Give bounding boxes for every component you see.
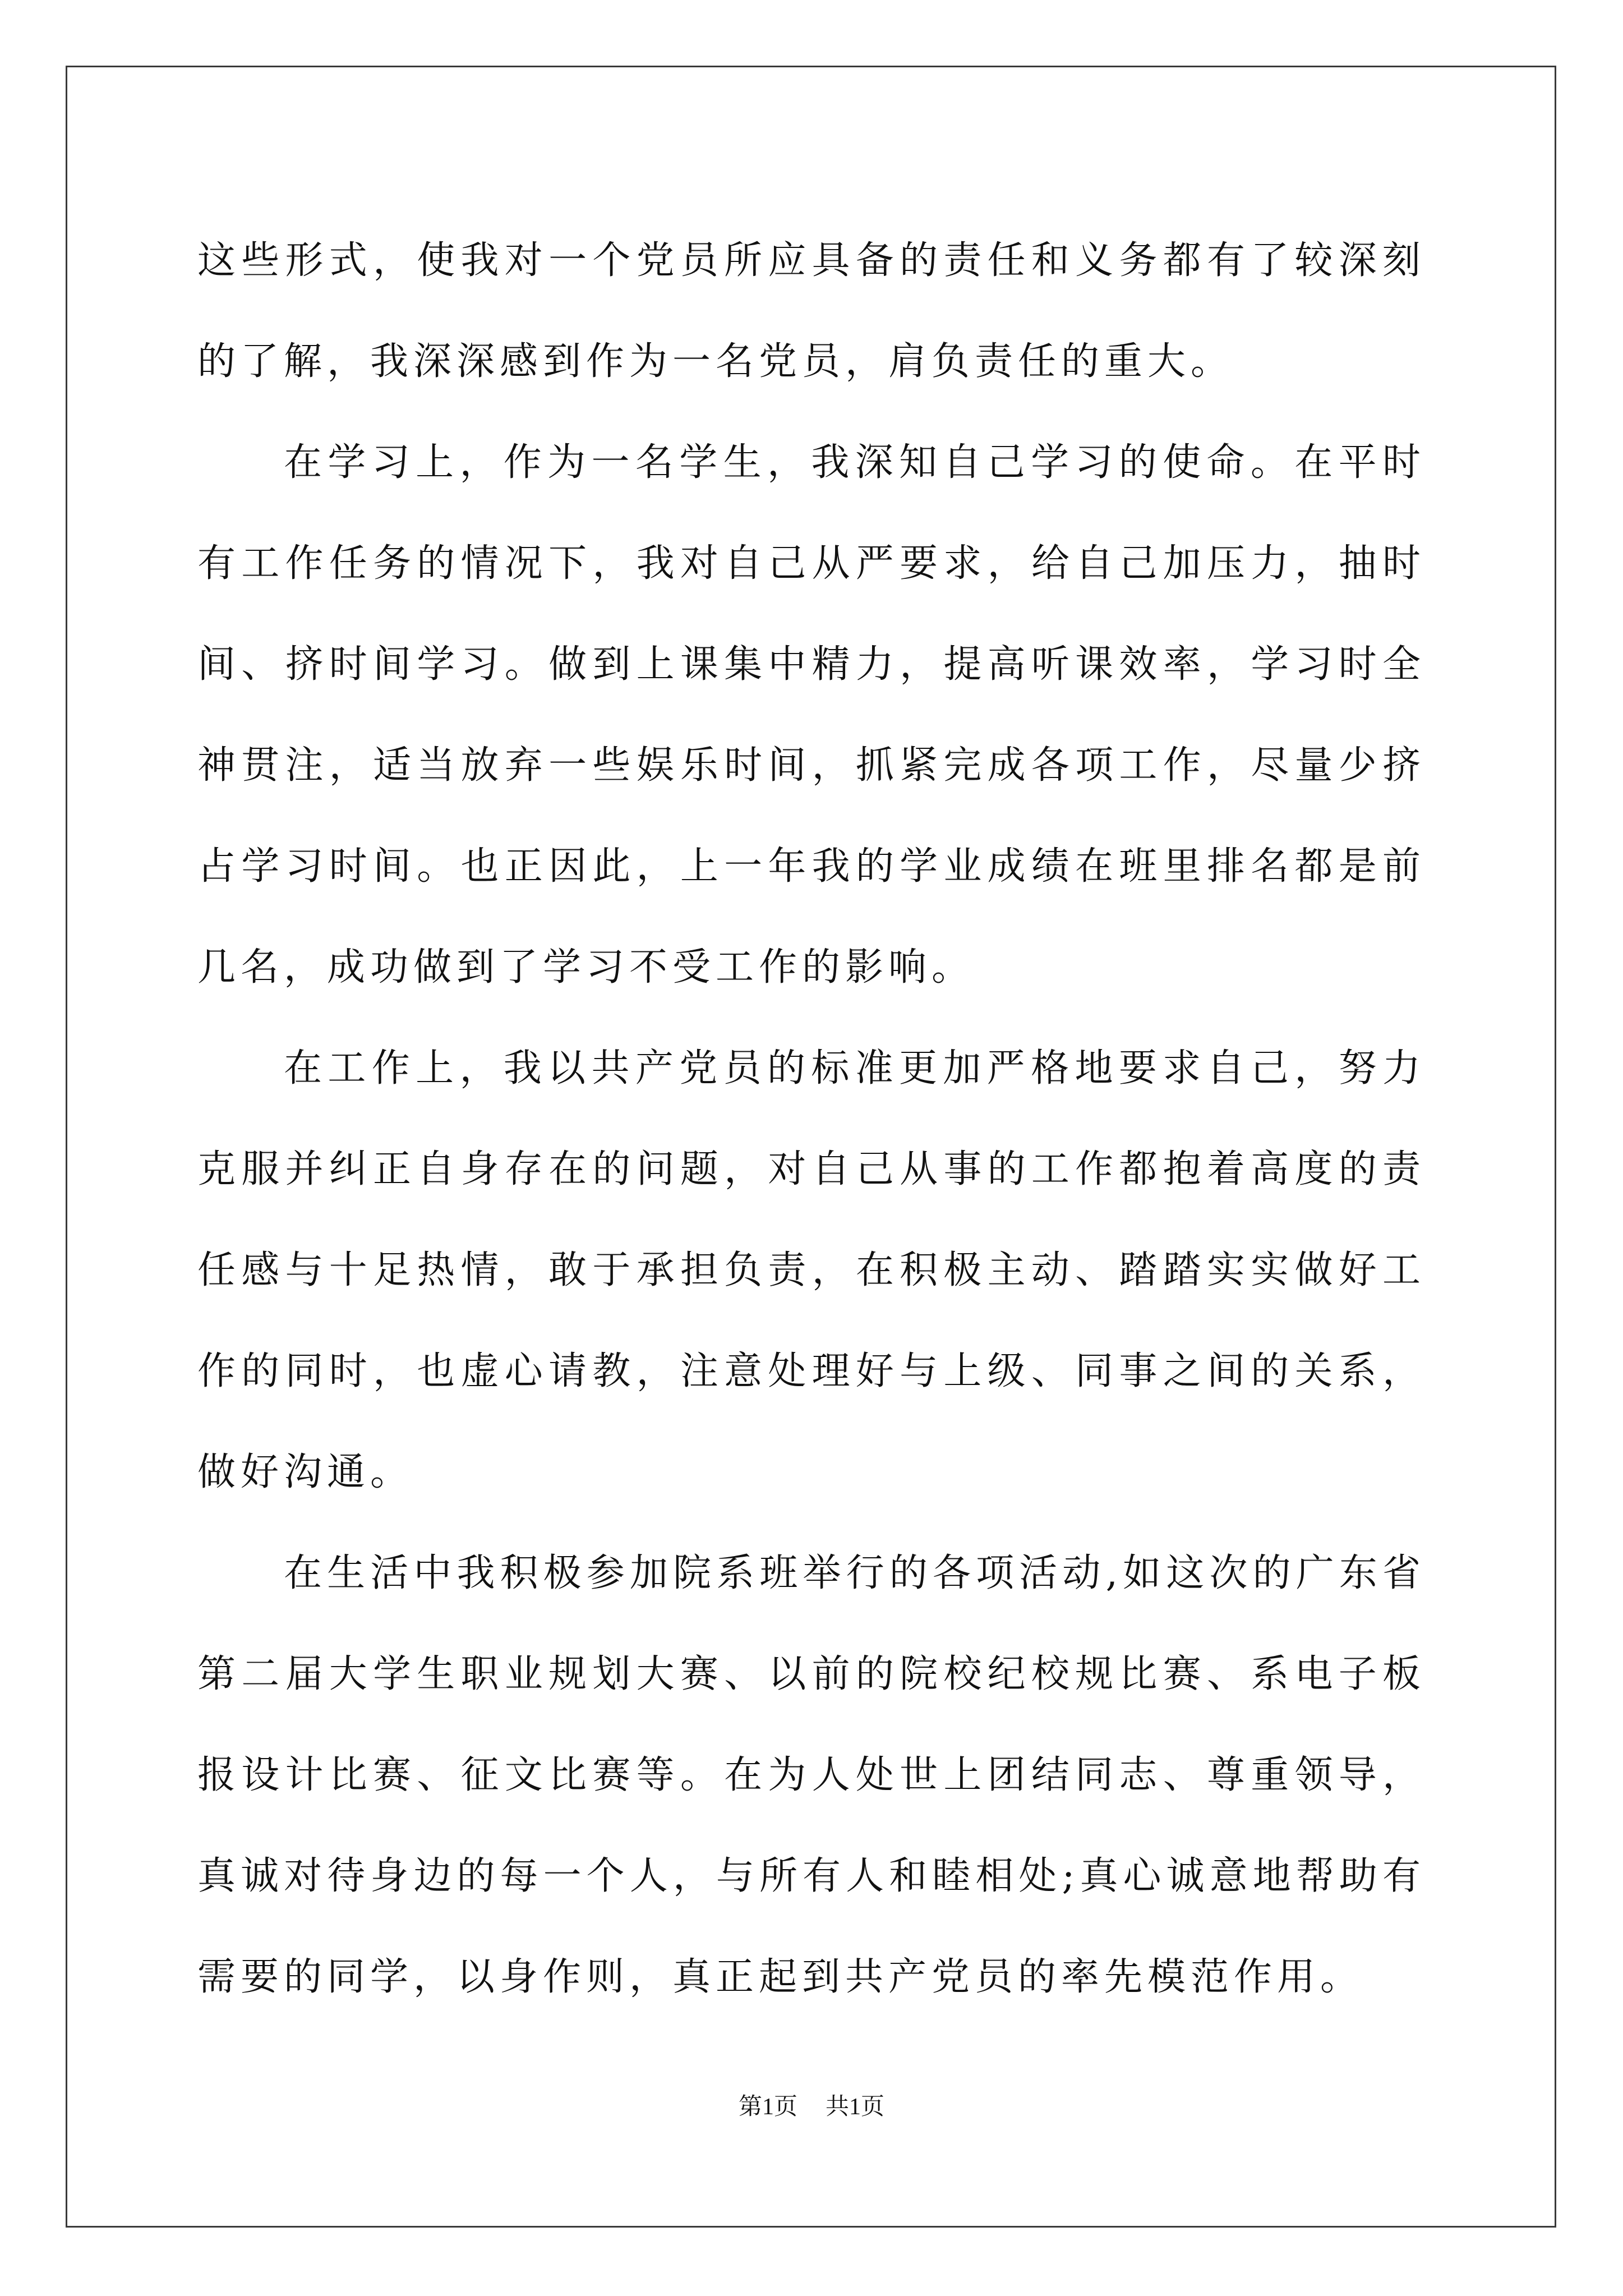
document-body [197,210,1426,2028]
page-number-label: 第1页 [738,2094,797,2120]
total-pages-label: 共1页 [826,2094,885,2120]
paragraph-3: 在工作上，我以共产党员的标准更加严格地要求自己，努力克服并纠正自身存在的问题，对自己从事的工作都抱着高度的责任感与十足热情，敢于承担负责，在积极主动、踏踏实实做好工作的同时，也虚心请教，注意处理好与上级、同事之间的关系，做好沟通。 [197,1046,1426,1494]
paragraph-4: 在生活中我积极参加院系班举行的各项活动,如这次的广东省第二届大学生职业规划大赛、以前的院校纪校规比赛、系电子板报设计比赛、征文比赛等。在为人处世上团结同志、尊重领导，真诚对待身边的每一个人，与所有人和睦相处;真心诚意地帮助有需要的同学，以身作则，真正起到共产党员的率先模范作用。 [197,1551,1426,1999]
page-footer [0,2091,1623,2123]
paragraph-1: 这些形式，使我对一个党员所应具备的责任和义务都有了较深刻的了解，我深深感到作为一名党员，肩负责任的重大。 [197,238,1426,384]
paragraph-2: 在学习上，作为一名学生，我深知自己学习的使命。在平时有工作任务的情况下，我对自己从严要求，给自己加压力，抽时间、挤时间学习。做到上课集中精力，提高听课效率，学习时全神贯注，适当放弃一些娱乐时间，抓紧完成各项工作，尽量少挤占学习时间。也正因此，上一年我的学业成绩在班里排名都是前几名，成功做到了学习不受工作的影响。 [197,440,1426,990]
